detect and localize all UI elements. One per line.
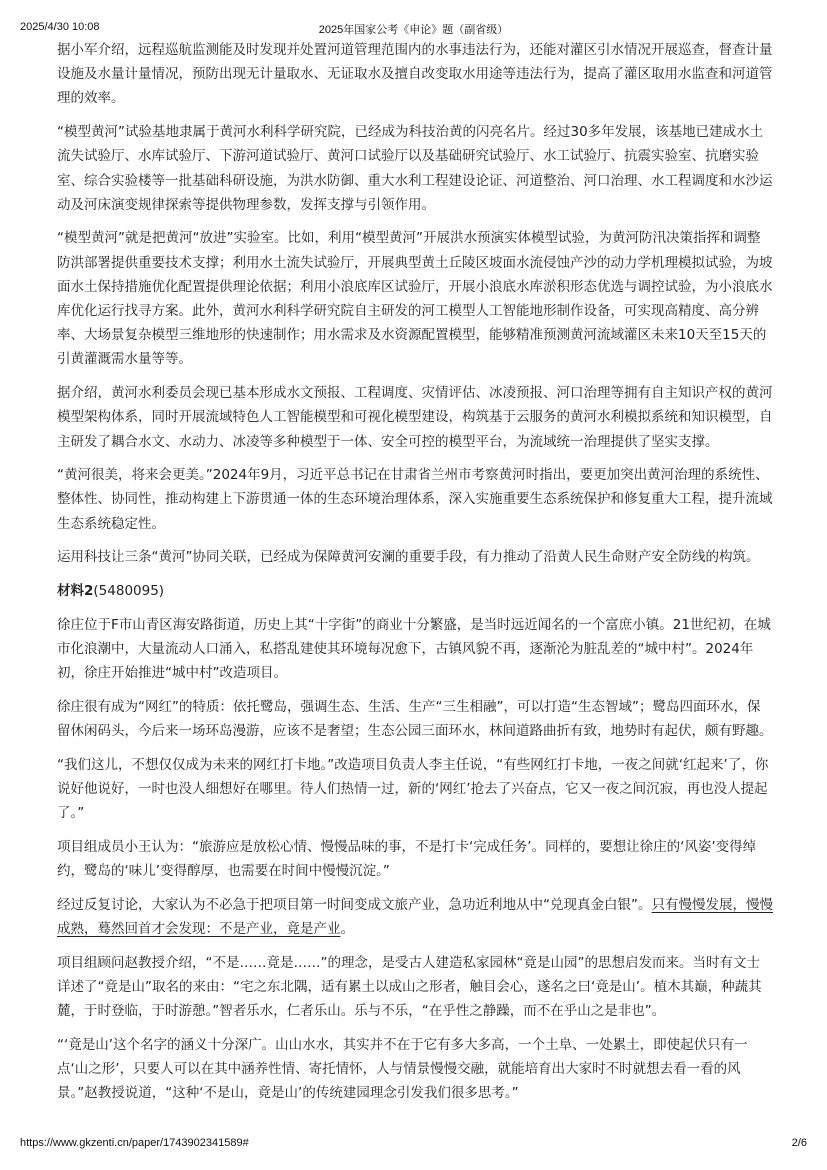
- page-number: 2/6: [791, 1137, 807, 1149]
- paragraph: “模型黄河”就是把黄河“放进”实验室。比如，利用“模型黄河”开展洪水预演实体模型试验，为黄河防汛决策指挥和调整防洪部署提供重要技术支撑；利用水土流失试验厅，开展典型黄土丘陵区坡面水流侵蚀产沙的动力学机理模拟试验，为坡面水土保持措施优化配置提供理论依据；利用小浪底库区试验厅，开展小浪底水库淤积形态优选与调控试验，为小浪底水库优化运行找寻方案。此外，黄河水利科学研究院自主研发的河工模型人工智能地形制作设备，可实现高精度、高分辨率、大场景复杂模型三维地形的快速制作；用水需求及水资源配置模型，能够精准预测黄河流域灌区未来10天至15天的引黄灌溉需水量等等。: [57, 230, 773, 368]
- underlined-sentence: 只有慢慢发展，慢慢成熟，蓦然回首才会发现：不是产业，竟是产业: [57, 896, 773, 937]
- page-url: https://www.gkzenti.cn/paper/1743902341589#: [20, 1137, 249, 1149]
- material-content: [57, 38, 773, 1115]
- paragraph: “我们这儿，不想仅仅成为未来的网红打卡地。”改造项目负责人李主任说，“有些网红打卡地，一夜之间就‘红起来’了，你说好他说好，一时也没人细想好在哪里。待人们热情一过，新的‘网红’抢去了兴奋点，它又一夜之间沉寂，再也没人提起了。”: [57, 756, 769, 822]
- paragraph: 项目组成员小王认为：“旅游应是放松心情、慢慢品味的事，不是打卡‘完成任务’。同样的，要想让徐庄的‘风姿’变得绰约，鹭岛的‘味儿’变得醇厚，也需要在时间中慢慢沉淀。”: [57, 838, 757, 880]
- paragraph: 徐庄位于F市山青区海安路街道，历史上其“十字街”的商业十分繁盛，是当时远近闻名的一个富庶小镇。21世纪初，在城市化浪潮中，大量流动人口涌入，私搭乱建使其环境每况愈下，古镇风貌不再，逐渐沦为脏乱差的“城中村”。2024年初，徐庄开始推进“城中村”改造项目。: [57, 616, 771, 682]
- paragraph-text: 。: [340, 921, 354, 937]
- material-code: (5480095): [93, 583, 165, 600]
- paragraph: “模型黄河”试验基地隶属于黄河水利科学研究院，已经成为科技治黄的闪亮名片。经过30多年发展，该基地已建成水土流失试验厅、水库试验厅、下游河道试验厅、黄河口试验厅以及基础研究试验厅、水工试验厅、抗震实验室、抗磨实验室、综合实验楼等一批基础科研设施，为洪水防御、重大水利工程建设论证、河道整治、河口治理、水工程调度和水沙运动及河床演变规律探索等提供物理参数，发挥支撑与引领作用。: [57, 124, 773, 213]
- paragraph: [57, 893, 773, 941]
- paragraph: 据介绍，黄河水利委员会现已基本形成水文预报、工程调度、灾情评估、冰凌预报、河口治理等拥有自主知识产权的黄河模型架构体系，同时开展流域特色人工智能模型和可视化模型建设，构筑基于云服务的黄河水利模拟系统和知识模型，自主研发了耦合水文、水动力、冰凌等多种模型于一体、安全可控的模型平台，为流域统一治理提供了坚实支撑。: [57, 385, 773, 450]
- page-title: 2025年国家公考《申论》题（副省级）: [318, 24, 509, 36]
- paragraph: 据小军介绍，远程巡航监测能及时发现并处置河道管理范围内的水事违法行为，还能对灌区引水情况开展巡查，督查计量设施及水量计量情况，预防出现无计量取水、无证取水及擅自改变取水用途等违法行为，提高了灌区取用水监查和河道管理的效率。: [57, 42, 773, 107]
- paragraph: “‘竟是山’这个名字的涵义十分深广。山山水水，其实并不在于它有多大多高，一个土阜、一处累土，即使起伏只有一点‘山之形’，只要人可以在其中涵养性情、寄托情怀，人与情景慢慢交融，就能培育出大家时不时就想去看一看的风景。”赵教授说道，“这种‘不是山，竟是山’的传统建园理念引发我们很多思考。”: [57, 1036, 748, 1102]
- material-heading: [57, 579, 773, 603]
- paragraph: 项目组顾问赵教授介绍，“不是……竟是……”的理念，是受古人建造私家园林“竟是山园”的思想启发而来。当时有文士详述了“竟是山”取名的来由：“宅之东北隅，适有累土以成山之形者，触目会心，遂名之曰‘竟是山’。植木其巅，种蔬其麓，于时登临，于时游憩。”智者乐水，仁者乐山。乐与不乐，“在乎性之静躁，而不在乎山之是非也”。: [57, 954, 762, 1020]
- material-label: 材料2: [57, 583, 94, 600]
- paragraph: “黄河很美，将来会更美。”2024年9月，习近平总书记在甘肃省兰州市考察黄河时指出，要更加突出黄河治理的系统性、整体性、协同性，推动构建上下游贯通一体的生态环境治理体系，深入实施重要生态系统保护和修复重大工程，提升流域生态系统稳定性。: [57, 467, 773, 532]
- paragraph: 徐庄很有成为“网红”的特质：依托鹭岛，强调生态、生活、生产“三生相融”，可以打造“生态智域”；鹭岛四面环水，保留休闲码头，今后来一场环岛漫游，应该不是奢望；生态公园三面环水，林间道路曲折有致，地势时有起伏，颇有野趣。: [57, 698, 773, 740]
- paragraph-text: 经过反复讨论，大家认为不必急于把项目第一时间变成文旅产业，急功近利地从中“兑现真金白银”。: [57, 896, 652, 913]
- paragraph: 运用科技让三条“黄河”协同关联，已经成为保障黄河安澜的重要手段，有力推动了沿黄人民生命财产安全防线的构筑。: [57, 549, 760, 566]
- print-datetime: 2025/4/30 10:08: [20, 21, 100, 33]
